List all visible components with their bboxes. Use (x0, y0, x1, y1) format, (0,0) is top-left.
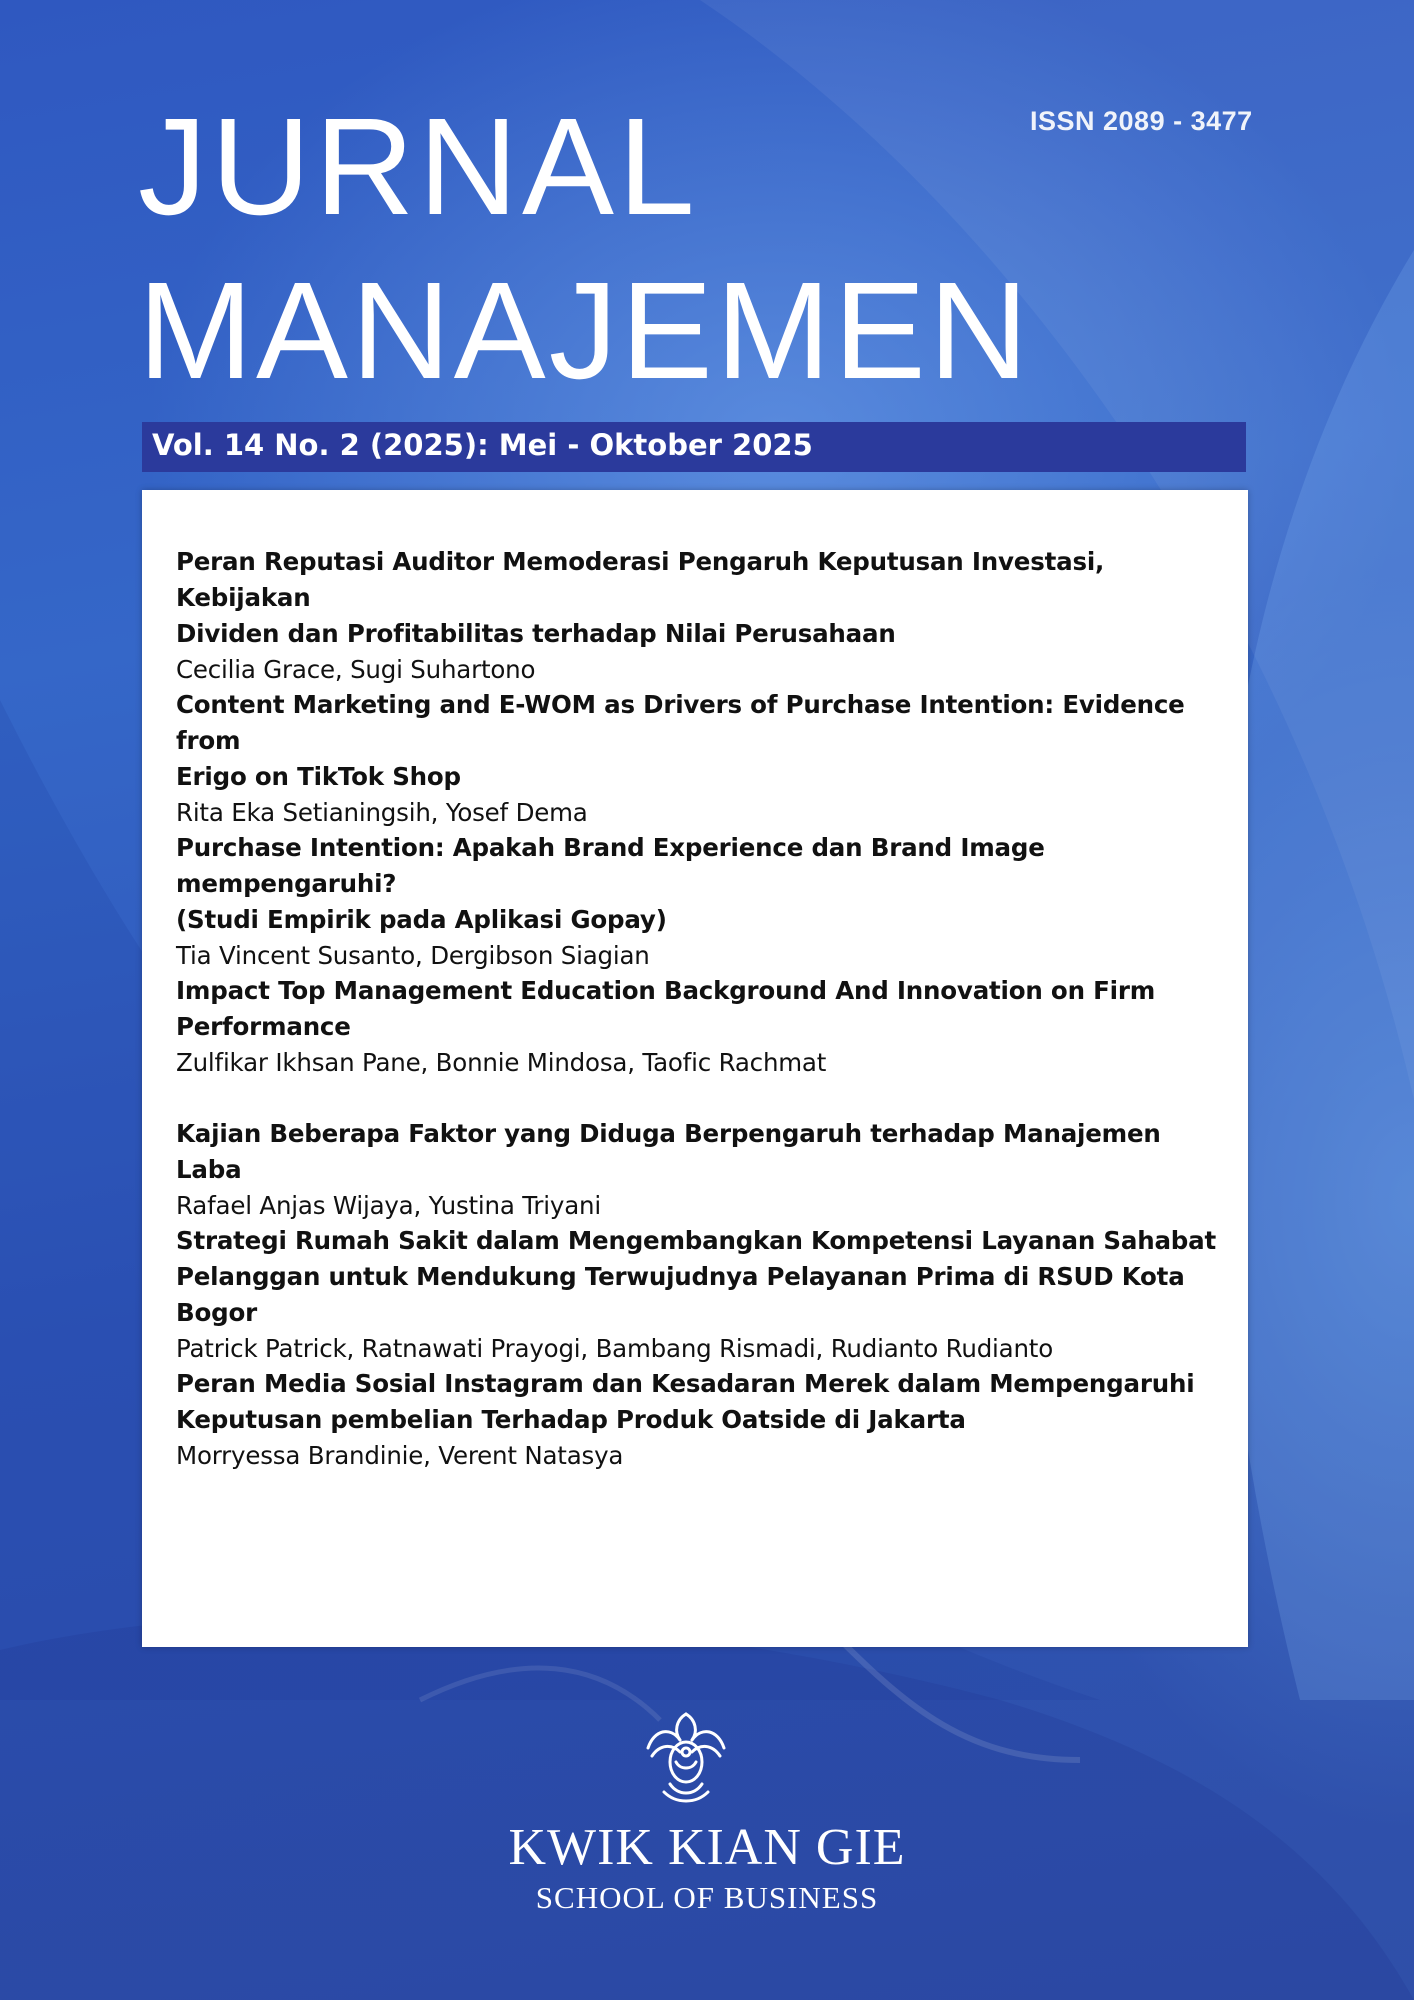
article-3 (176, 830, 1216, 974)
article-1 (176, 544, 1216, 688)
article-title: Purchase Intention: Apakah Brand Experience dan Brand Image mempengaruhi? (Studi Empirik pada Aplikasi Gopay) (176, 833, 1045, 934)
article-authors: Tia Vincent Susanto, Dergibson Siagian (176, 941, 650, 970)
journal-title-line-2: MANAJEMEN (138, 254, 1032, 408)
article-title: Peran Reputasi Auditor Memoderasi Pengaruh Keputusan Investasi, Kebijakan Dividen dan Profitabilitas terhadap Nilai Perusahaan (176, 547, 1105, 648)
article-title: Kajian Beberapa Faktor yang Diduga Berpengaruh terhadap Manajemen Laba (176, 1119, 1161, 1184)
article-title: Peran Media Sosial Instagram dan Kesadaran Merek dalam Mempengaruhi Keputusan pembelian Terhadap Produk Oatside di Jakarta (176, 1369, 1195, 1434)
article-authors: Morryessa Brandinie, Verent Natasya (176, 1441, 624, 1470)
article-title: Strategi Rumah Sakit dalam Mengembangkan Kompetensi Layanan Sahabat Pelanggan untuk Mendukung Terwujudnya Pelayanan Prima di RSUD Kota Bogor (176, 1226, 1216, 1327)
article-authors: Rafael Anjas Wijaya, Yustina Triyani (176, 1191, 601, 1220)
article-7 (176, 1366, 1216, 1474)
article-authors: Rita Eka Setianingsih, Yosef Dema (176, 798, 588, 827)
article-4 (176, 973, 1216, 1081)
garuda-emblem-icon (630, 1700, 742, 1812)
article-6 (176, 1223, 1216, 1367)
article-2 (176, 687, 1216, 831)
article-authors: Patrick Patrick, Ratnawati Prayogi, Bambang Rismadi, Rudianto Rudianto (176, 1334, 1053, 1363)
article-authors: Cecilia Grace, Sugi Suhartono (176, 655, 536, 684)
article-authors: Zulfikar Ikhsan Pane, Bonnie Mindosa, Taofic Rachmat (176, 1048, 827, 1077)
article-title: Impact Top Management Education Background And Innovation on Firm Performance (176, 976, 1156, 1041)
volume-info: Vol. 14 No. 2 (2025): Mei - Oktober 2025 (152, 428, 813, 462)
article-5 (176, 1116, 1216, 1224)
article-title: Content Marketing and E-WOM as Drivers of Purchase Intention: Evidence from Erigo on TikTok Shop (176, 690, 1185, 791)
issn-number: ISSN 2089 - 3477 (1030, 106, 1253, 136)
journal-title-line-1: JURNAL (138, 90, 699, 244)
publisher-subtitle: SCHOOL OF BUSINESS (535, 1880, 879, 1915)
publisher-name: KWIK KIAN GIE (508, 1819, 906, 1876)
